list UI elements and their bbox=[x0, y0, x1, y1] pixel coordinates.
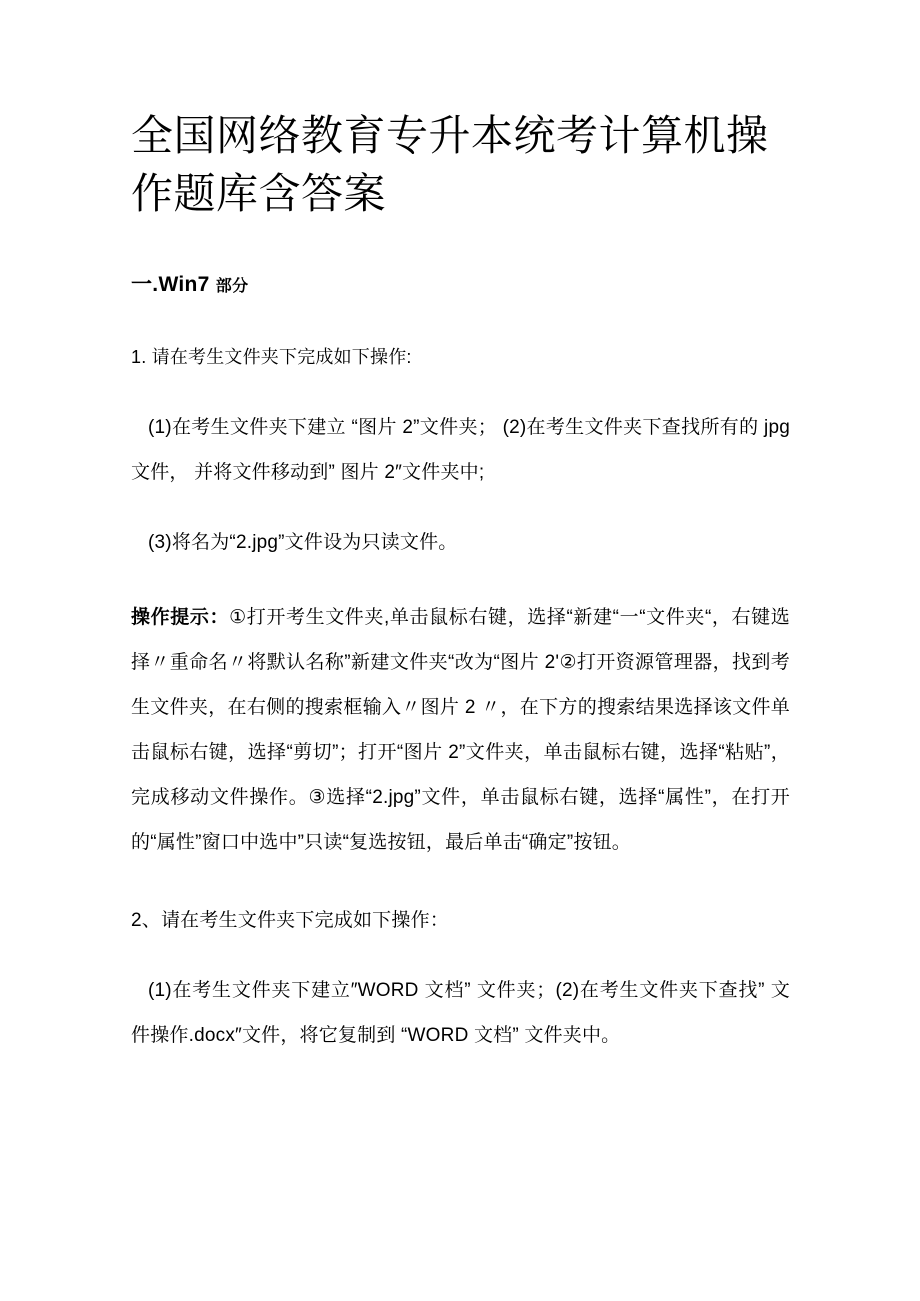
section-name: Win7 bbox=[158, 273, 210, 296]
question-2-body-line-1: (1)在考生文件夹下建立″WORD 文档” 文件夹；(2)在考生文件夹下查找” 文件操作.docx″文件，将它复制到 “WORD 文档” 文件夹中。 bbox=[131, 980, 790, 1046]
question-1-number: 1. 请在考生文件夹下完成如下操作: bbox=[131, 347, 412, 367]
section-suffix: 部分 bbox=[215, 278, 249, 295]
document-content bbox=[131, 0, 790, 1058]
question-1-hint bbox=[131, 565, 790, 865]
document-title: 全国网络教育专升本统考计算机操作题库含答案 bbox=[131, 114, 769, 218]
question-1-body-line-1: (1)在考生文件夹下建立 “图片 2”文件夹； (2)在考生文件夹下查找所有的 jpg 文件， 并将文件移动到” 图片 2″文件夹中; bbox=[131, 417, 790, 483]
hint-text: ①打开考生文件夹,单击鼠标右键，选择“新建“一“文件夹“，右键选择〃重命名〃将默认名称”新建文件夹“改为“图片 2'②打开资源管理器，找到考生文件夹，在右侧的搜索框输入〃图片 2 〃，在下方的搜索结果选择该文件单击鼠标右键，选择“剪切”；打开“图片 2”文件夹，单击鼠标右键，选择“粘贴”，完成移动文件操作。③选择“2.jpg”文件，单击鼠标右键，选择“属性”，在打开的“属性”窗口中选中”只读“复选按钮，最后单击“确定”按钮。 bbox=[131, 607, 790, 853]
question-1-body-line-2: (3)将名为“2.jpg”文件设为只读文件。 bbox=[148, 532, 458, 553]
section-number: 一. bbox=[131, 273, 159, 296]
hint-label: 操作提示： bbox=[131, 607, 230, 628]
question-2-number: 2、请在考生文件夹下完成如下操作： bbox=[131, 910, 449, 931]
section-heading-win7 bbox=[131, 224, 790, 302]
